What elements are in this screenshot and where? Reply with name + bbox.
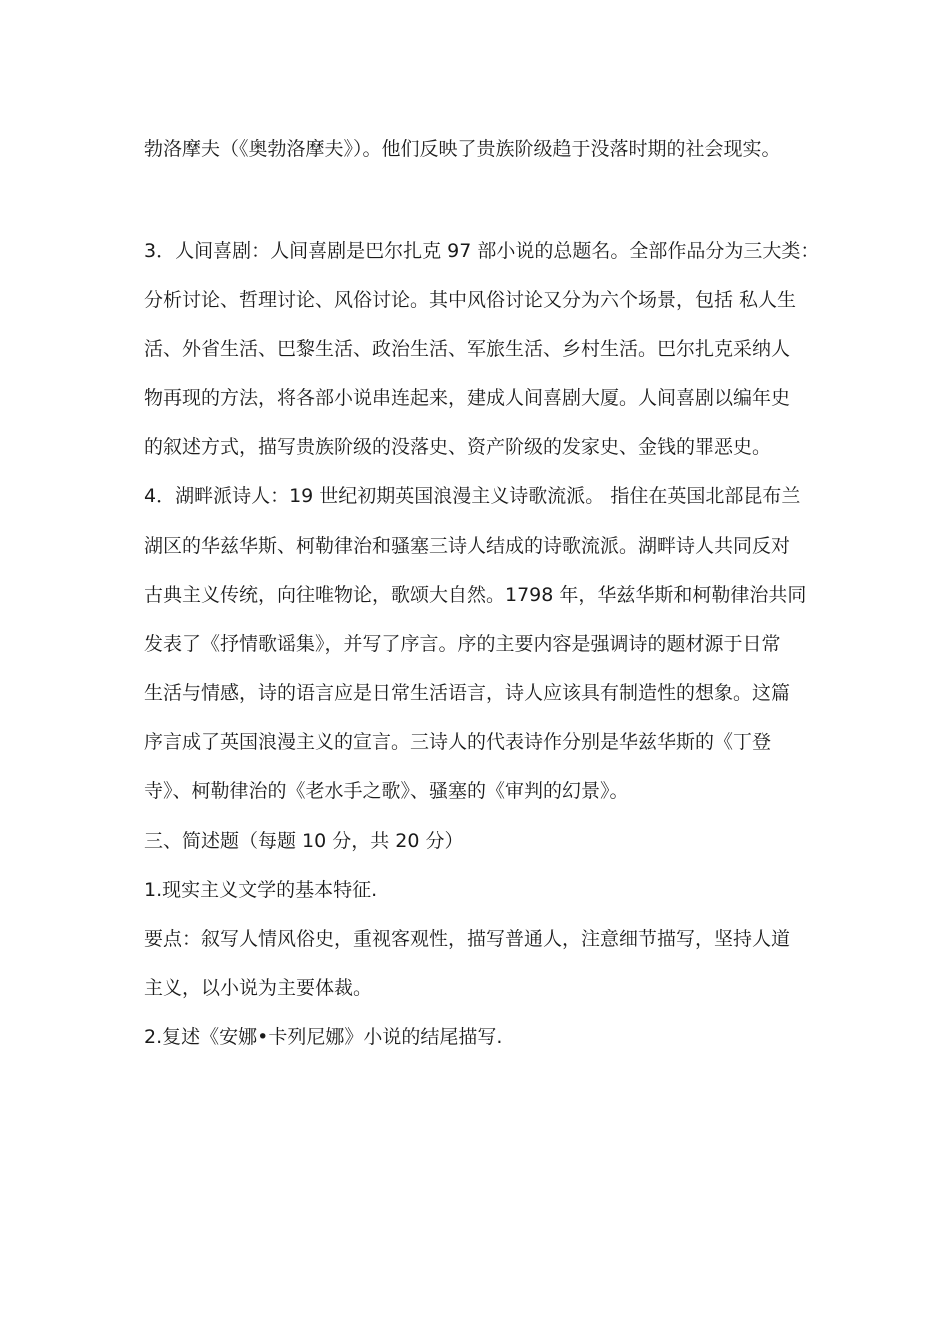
text-line-1: 勃洛摩夫（《奥勃洛摩夫》）。他们反映了贵族阶级趋于没落时期的社会现实。 [144, 138, 781, 160]
text-line-8: 湖区的华兹华斯、柯勒律治和骚塞三诗人结成的诗歌流派。湖畔诗人共同反对 [144, 535, 791, 557]
text-line-12: 序言成了英国浪漫主义的宣言。三诗人的代表诗作分别是华兹华斯的《丁登 [144, 731, 772, 753]
text-line-9: 古典主义传统，向往唯物论，歌颂大自然。1798 年，华兹华斯和柯勒律治共同 [144, 584, 807, 606]
text-line-10: 发表了《抒情歌谣集》，并写了序言。序的主要内容是强调诗的题材源于日常 [144, 633, 781, 655]
text-line-4: 活、外省生活、巴黎生活、政治生活、军旅生活、乡村生活。巴尔扎克采纳人 [144, 338, 791, 360]
text-line-13: 寺》、柯勒律治的《老水手之歌》、骚塞的《审判的幻景》。 [144, 780, 629, 802]
text-line-3: 分析讨论、哲理讨论、风俗讨论。其中风俗讨论又分为六个场景，包括 私人生 [144, 289, 797, 311]
text-line-11: 生活与情感，诗的语言应是日常生活语言，诗人应该具有制造性的想象。这篇 [144, 682, 791, 704]
question-2: 2.复述《安娜•卡列尼娜》小说的结尾描写. [144, 1026, 503, 1048]
text-line-2: 3．人间喜剧：人间喜剧是巴尔扎克 97 部小说的总题名。全部作品分为三大类： [144, 240, 820, 262]
text-line-7: 4．湖畔派诗人：19 世纪初期英国浪漫主义诗歌流派。 指住在英国北部昆布兰 [144, 485, 801, 507]
answer-1-line-2: 主义，以小说为主要体裁。 [144, 977, 373, 999]
text-line-5: 物再现的方法，将各部小说串连起来，建成人间喜剧大厦。人间喜剧以编年史 [144, 387, 791, 409]
question-1: 1.现实主义文学的基本特征. [144, 879, 378, 901]
text-line-6: 的叙述方式，描写贵族阶级的没落史、资产阶级的发家史、金钱的罪恶史。 [144, 436, 772, 458]
answer-1-line-1: 要点：叙写人情风俗史，重视客观性，描写普通人，注意细节描写，坚持人道 [144, 928, 791, 950]
section-heading: 三、简述题（每题 10 分，共 20 分） [144, 830, 464, 852]
